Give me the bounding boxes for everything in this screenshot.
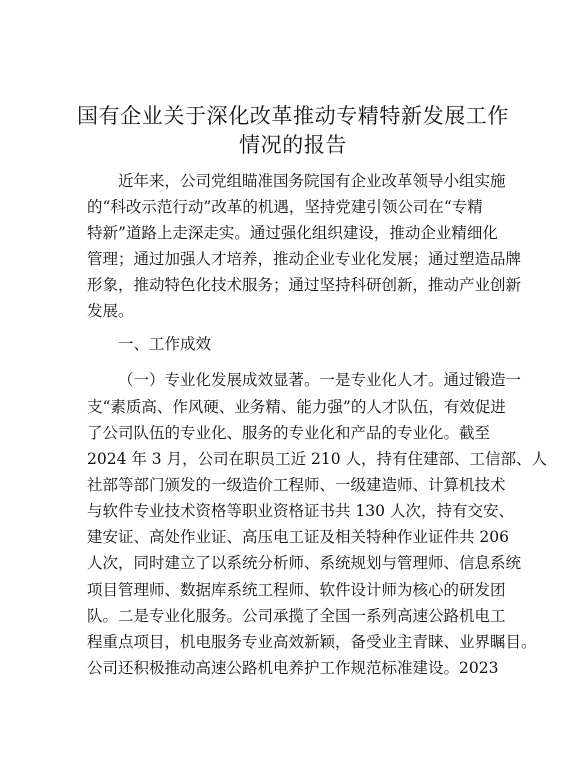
- body-line-2: 支“素质高、作风硬、业务精、能力强”的人才队伍，有效促进: [87, 398, 506, 416]
- section-heading: 一、工作成效: [118, 335, 212, 353]
- body-line-1: （一）专业化发展成效显著。一是专业化人才。通过锻造一: [118, 371, 522, 389]
- intro-line-3: 特新”道路上走深走实。通过强化组织建设，推动企业精细化: [87, 224, 498, 242]
- intro-line-2: 的“科改示范行动”改革的机遇，坚持党建引领公司在“专精: [87, 198, 483, 216]
- body-line-6: 与软件专业技术资格等职业资格证书共 130 人次，持有交安、: [87, 502, 514, 520]
- body-line-10: 队。二是专业化服务。公司承揽了全国一系列高速公路机电工: [87, 607, 506, 625]
- intro-line-5: 形象，推动特色化技术服务；通过坚持科研创新，推动产业创新: [87, 276, 522, 294]
- intro-line-6: 发展。: [87, 302, 134, 320]
- body-line-5: 社部等部门颁发的一级造价工程师、一级建造师、计算机技术: [87, 476, 506, 494]
- body-line-8: 人次，同时建立了以系统分析师、系统规划与管理师、信息系统: [87, 554, 522, 572]
- body-line-7: 建安证、高处作业证、高压电工证及相关特种作业证件共 206: [87, 528, 510, 546]
- body-line-12: 公司还积极推动高速公路机电养护工作规范标准建设。2023: [87, 659, 499, 677]
- intro-line-1: 近年来，公司党组瞄准国务院国有企业改革领导小组实施: [118, 172, 506, 190]
- document-title-line-2: 情况的报告: [239, 133, 347, 157]
- body-line-3: 了公司队伍的专业化、服务的专业化和产品的专业化。截至: [87, 424, 491, 442]
- body-line-4: 2024 年 3 月，公司在职员工近 210 人，持有住建部、工信部、人: [87, 450, 548, 468]
- intro-line-4: 管理；通过加强人才培养，推动企业专业化发展；通过塑造品牌: [87, 250, 522, 268]
- body-line-9: 项目管理师、数据库系统工程师、软件设计师为核心的研发团: [87, 581, 506, 599]
- document-title-line-1: 国有企业关于深化改革推动专精特新发展工作: [77, 104, 509, 128]
- body-line-11: 程重点项目，机电服务专业高效新颖，备受业主青睐、业界瞩目。: [87, 633, 537, 651]
